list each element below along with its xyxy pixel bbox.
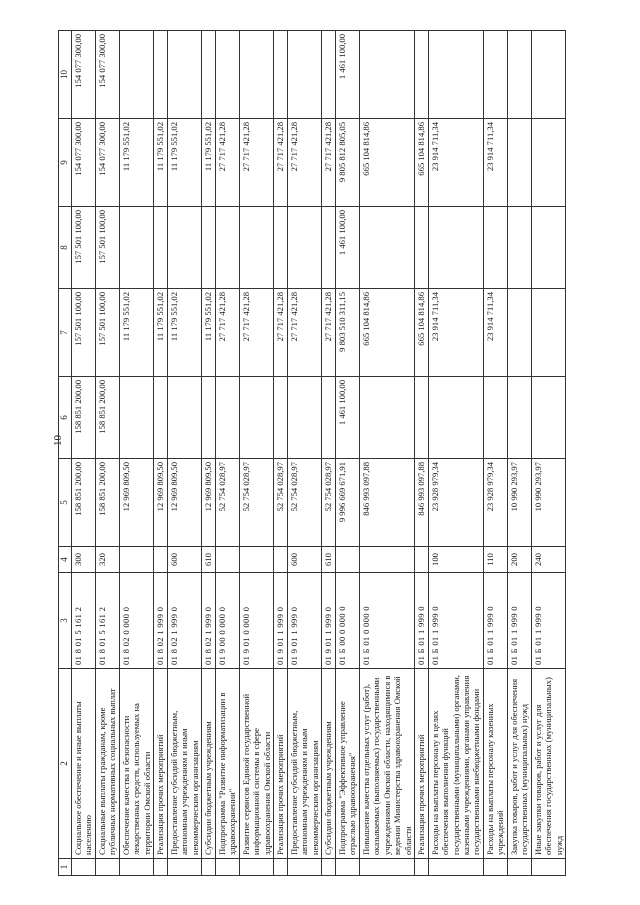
column-header: 4	[59, 547, 72, 573]
amount-col7: 11 179 551,02	[154, 289, 167, 377]
amount-col10	[202, 31, 215, 119]
expense-type-code: 600	[287, 547, 321, 573]
amount-col7: 665 104 814,86	[415, 289, 428, 377]
amount-col5: 846 993 097,88	[415, 459, 428, 547]
amount-col10	[507, 31, 531, 119]
row-name: Обеспечение качества и безопасности лекарственных средств, используемых на территории Омской области	[119, 669, 153, 859]
amount-col8: 157 501 100,00	[72, 207, 96, 289]
row-name: Иные закупки товаров, работ и услуг для обеспечения государственных (муниципальных) нужд	[531, 669, 565, 859]
amount-col9: 11 179 551,02	[119, 119, 153, 207]
amount-col10: 154 077 300,00	[95, 31, 119, 119]
classification-code: 01 Б 01 1 999 0	[483, 573, 507, 669]
blank-cell	[359, 859, 414, 876]
amount-col8	[322, 207, 335, 289]
row-name: Социальное обеспечение и иные выплаты населению	[72, 669, 96, 859]
amount-col9	[507, 119, 531, 207]
row-name: Реализация прочих мероприятий	[274, 669, 287, 859]
amount-col10	[415, 31, 428, 119]
expense-type-code: 110	[483, 547, 507, 573]
amount-col6	[322, 377, 335, 459]
column-header: 8	[59, 207, 72, 289]
amount-col9: 11 179 551,02	[154, 119, 167, 207]
classification-code: 01 8 01 5 161 2	[72, 573, 96, 669]
amount-col6	[415, 377, 428, 459]
classification-code: 01 8 01 5 161 2	[95, 573, 119, 669]
amount-col6	[274, 377, 287, 459]
amount-col7: 11 179 551,02	[202, 289, 215, 377]
amount-col6	[507, 377, 531, 459]
table-row	[359, 31, 414, 876]
blank-cell	[119, 859, 153, 876]
amount-col5: 52 754 028,97	[287, 459, 321, 547]
amount-col6	[287, 377, 321, 459]
amount-col7: 23 914 711,34	[483, 289, 507, 377]
row-name: Расходы на выплаты персоналу казенных учреждений	[483, 669, 507, 859]
blank-cell	[531, 859, 565, 876]
classification-code: 01 8 02 1 999 0	[154, 573, 167, 669]
expense-type-code	[239, 547, 273, 573]
amount-col6: 158 851 200,00	[72, 377, 96, 459]
amount-col5: 10 990 293,97	[531, 459, 565, 547]
table-row	[72, 31, 96, 876]
amount-col9: 23 914 711,34	[428, 119, 483, 207]
row-name: Подпрограмма "Эффективное управление отраслью здравоохранения"	[335, 669, 359, 859]
amount-col5: 846 993 097,88	[359, 459, 414, 547]
classification-code: 01 9 01 1 999 0	[322, 573, 335, 669]
amount-col8	[531, 207, 565, 289]
classification-code: 01 Б 01 0 000 0	[359, 573, 414, 669]
expense-type-code	[154, 547, 167, 573]
amount-col9: 27 717 421,28	[287, 119, 321, 207]
amount-col6	[154, 377, 167, 459]
classification-code: 01 Б 01 1 999 0	[428, 573, 483, 669]
amount-col6	[119, 377, 153, 459]
amount-col10	[322, 31, 335, 119]
expense-type-code: 240	[531, 547, 565, 573]
table-row	[239, 31, 273, 876]
amount-col6	[215, 377, 239, 459]
amount-col10	[274, 31, 287, 119]
table-row	[531, 31, 565, 876]
amount-col10	[154, 31, 167, 119]
amount-col8	[287, 207, 321, 289]
blank-cell	[428, 859, 483, 876]
table-row	[322, 31, 335, 876]
blank-cell	[322, 859, 335, 876]
amount-col9: 154 077 300,00	[72, 119, 96, 207]
expense-type-code: 320	[95, 547, 119, 573]
amount-col7: 157 501 100,00	[95, 289, 119, 377]
blank-cell	[483, 859, 507, 876]
amount-col8: 157 501 100,00	[95, 207, 119, 289]
page-number: 10	[52, 435, 64, 446]
amount-col7: 11 179 551,02	[167, 289, 201, 377]
amount-col8	[415, 207, 428, 289]
blank-cell	[287, 859, 321, 876]
row-name: Социальные выплаты гражданам, кроме публичных нормативных социальных выплат	[95, 669, 119, 859]
table-row	[274, 31, 287, 876]
amount-col10	[167, 31, 201, 119]
amount-col9: 27 717 421,28	[239, 119, 273, 207]
amount-col7: 665 104 814,86	[359, 289, 414, 377]
amount-col5: 158 851 200,00	[72, 459, 96, 547]
blank-cell	[215, 859, 239, 876]
amount-col9: 11 179 551,02	[202, 119, 215, 207]
amount-col5: 12 969 809,50	[202, 459, 215, 547]
classification-code: 01 9 00 0 000 0	[215, 573, 239, 669]
amount-col5: 52 754 028,97	[322, 459, 335, 547]
amount-col7: 27 717 421,28	[239, 289, 273, 377]
expense-type-code: 200	[507, 547, 531, 573]
table-row	[95, 31, 119, 876]
row-name: Субсидии бюджетным учреждениям	[322, 669, 335, 859]
column-header: 5	[59, 459, 72, 547]
amount-col10	[215, 31, 239, 119]
expense-type-code	[335, 547, 359, 573]
amount-col5: 23 928 979,34	[483, 459, 507, 547]
amount-col8	[119, 207, 153, 289]
row-name: Предоставление субсидий бюджетным, автономным учреждениям и иным некоммерческим организациям	[167, 669, 201, 859]
amount-col7: 9 803 510 311,15	[335, 289, 359, 377]
table-row	[415, 31, 428, 876]
amount-col5: 10 990 293,97	[507, 459, 531, 547]
amount-col5: 9 996 669 671,91	[335, 459, 359, 547]
blank-cell	[274, 859, 287, 876]
amount-col8	[202, 207, 215, 289]
amount-col8	[359, 207, 414, 289]
amount-col6	[359, 377, 414, 459]
blank-cell	[95, 859, 119, 876]
amount-col7: 11 179 551,02	[119, 289, 153, 377]
amount-col6	[167, 377, 201, 459]
blank-cell	[335, 859, 359, 876]
amount-col6: 158 851 200,00	[95, 377, 119, 459]
row-name: Субсидии бюджетным учреждениям	[202, 669, 215, 859]
expense-type-code	[415, 547, 428, 573]
blank-cell	[202, 859, 215, 876]
amount-col5: 52 754 028,97	[215, 459, 239, 547]
row-name: Закупка товаров, работ и услуг для обеспечения государственных (муниципальных) нужд	[507, 669, 531, 859]
classification-code: 01 Б 01 1 999 0	[507, 573, 531, 669]
amount-col8	[167, 207, 201, 289]
amount-col9: 154 077 300,00	[95, 119, 119, 207]
row-name: Подпрограмма "Развитие информатизации в здравоохранении"	[215, 669, 239, 859]
amount-col8	[274, 207, 287, 289]
expense-type-code: 300	[72, 547, 96, 573]
amount-col6	[239, 377, 273, 459]
amount-col5: 158 851 200,00	[95, 459, 119, 547]
table-row	[154, 31, 167, 876]
amount-col8: 1 461 100,00	[335, 207, 359, 289]
amount-col10: 154 077 300,00	[72, 31, 96, 119]
table-row	[507, 31, 531, 876]
expense-type-code: 600	[167, 547, 201, 573]
amount-col8	[428, 207, 483, 289]
amount-col9: 27 717 421,28	[322, 119, 335, 207]
amount-col5: 52 754 028,97	[274, 459, 287, 547]
amount-col9: 665 104 814,86	[415, 119, 428, 207]
amount-col9: 9 805 812 805,05	[335, 119, 359, 207]
amount-col8	[154, 207, 167, 289]
amount-col10	[359, 31, 414, 119]
classification-code: 01 Б 01 1 999 0	[531, 573, 565, 669]
amount-col8	[483, 207, 507, 289]
classification-code: 01 9 01 1 999 0	[287, 573, 321, 669]
header-row	[59, 31, 72, 876]
table-row	[483, 31, 507, 876]
amount-col6	[483, 377, 507, 459]
amount-col5: 23 928 979,34	[428, 459, 483, 547]
table-row	[287, 31, 321, 876]
column-header: 7	[59, 289, 72, 377]
table-row	[167, 31, 201, 876]
amount-col10	[287, 31, 321, 119]
amount-col9: 11 179 551,02	[167, 119, 201, 207]
amount-col10	[428, 31, 483, 119]
expense-type-code: 610	[322, 547, 335, 573]
amount-col5: 12 969 809,50	[119, 459, 153, 547]
table-row	[215, 31, 239, 876]
classification-code: 01 8 02 0 000 0	[119, 573, 153, 669]
classification-code: 01 8 02 1 999 0	[202, 573, 215, 669]
amount-col10	[531, 31, 565, 119]
rotated-page	[58, 31, 638, 876]
blank-cell	[72, 859, 96, 876]
amount-col7: 23 914 711,34	[428, 289, 483, 377]
table-row	[428, 31, 483, 876]
expense-type-code	[274, 547, 287, 573]
amount-col10	[239, 31, 273, 119]
amount-col5: 12 969 809,50	[167, 459, 201, 547]
table-row	[119, 31, 153, 876]
expense-type-code	[359, 547, 414, 573]
budget-table	[58, 30, 566, 876]
amount-col7	[507, 289, 531, 377]
row-name: Расходы на выплаты персоналу в целях обеспечения выполнения функций государственными (муниципальными) органами, казенными учреждениями, органами управления государственными внебюджетными фондами	[428, 669, 483, 859]
amount-col7	[531, 289, 565, 377]
column-header: 10	[59, 31, 72, 119]
amount-col9: 27 717 421,28	[274, 119, 287, 207]
expense-type-code	[119, 547, 153, 573]
amount-col6	[428, 377, 483, 459]
classification-code: 01 Б 01 1 999 0	[415, 573, 428, 669]
row-name: Развитие сервисов Единой государственной информационной системы в сфере здравоохранения Омской области	[239, 669, 273, 859]
table-row	[202, 31, 215, 876]
amount-col8	[507, 207, 531, 289]
column-header: 6	[59, 377, 72, 459]
column-header: 9	[59, 119, 72, 207]
blank-cell	[415, 859, 428, 876]
amount-col7: 157 501 100,00	[72, 289, 96, 377]
amount-col9	[531, 119, 565, 207]
expense-type-code	[215, 547, 239, 573]
amount-col9: 23 914 711,34	[483, 119, 507, 207]
amount-col10	[119, 31, 153, 119]
column-header: 3	[59, 573, 72, 669]
expense-type-code: 100	[428, 547, 483, 573]
blank-cell	[167, 859, 201, 876]
amount-col6: 1 461 100,00	[335, 377, 359, 459]
classification-code: 01 8 02 1 999 0	[167, 573, 201, 669]
amount-col7: 27 717 421,28	[287, 289, 321, 377]
amount-col10: 1 461 100,00	[335, 31, 359, 119]
classification-code: 01 Б 00 0 000 0	[335, 573, 359, 669]
amount-col8	[239, 207, 273, 289]
amount-col6	[531, 377, 565, 459]
blank-cell	[154, 859, 167, 876]
amount-col10	[483, 31, 507, 119]
table-row	[335, 31, 359, 876]
amount-col9: 27 717 421,28	[215, 119, 239, 207]
amount-col7: 27 717 421,28	[215, 289, 239, 377]
amount-col9: 665 104 814,86	[359, 119, 414, 207]
row-name: Реализация прочих мероприятий	[154, 669, 167, 859]
amount-col6	[202, 377, 215, 459]
column-header: 2	[59, 669, 72, 859]
classification-code: 01 9 01 0 000 0	[239, 573, 273, 669]
amount-col5: 12 969 809,50	[154, 459, 167, 547]
amount-col8	[215, 207, 239, 289]
amount-col7: 27 717 421,28	[322, 289, 335, 377]
column-header: 1	[59, 859, 72, 876]
expense-type-code: 610	[202, 547, 215, 573]
row-name: Реализация прочих мероприятий	[415, 669, 428, 859]
row-name: Предоставление субсидий бюджетным, автономным учреждениям и иным некоммерческим организациям	[287, 669, 321, 859]
classification-code: 01 9 01 1 999 0	[274, 573, 287, 669]
amount-col7: 27 717 421,28	[274, 289, 287, 377]
blank-cell	[507, 859, 531, 876]
row-name: Повышение качества отдельных услуг (работ), оказываемых (выполняемых) государственными учреждениями Омской области, находящимися в ведении Министерства здравоохранения Омской области	[359, 669, 414, 859]
blank-cell	[239, 859, 273, 876]
amount-col5: 52 754 028,97	[239, 459, 273, 547]
